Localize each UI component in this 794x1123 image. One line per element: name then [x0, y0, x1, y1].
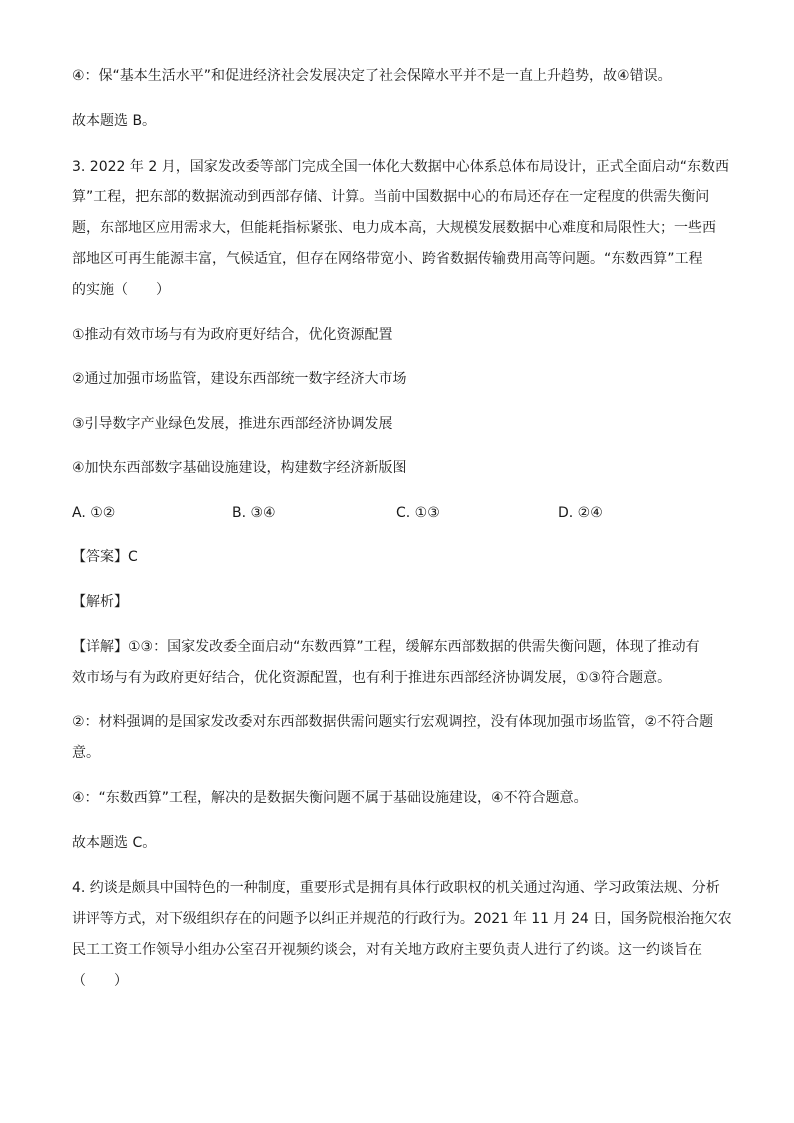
question-3-stem: 3. 2022 年 2 月，国家发改委等部门完成全国一体化大数据中心体系总体布局设计，正式全面启动“东数西: [72, 159, 729, 175]
explanation-line: 效市场与有为政府更好结合，优化资源配置，也有利于推进东西部经济协调发展，①③符合题意。: [72, 670, 672, 686]
statement-4: ④加快东西部数字基础设施建设，构建数字经济新版图: [72, 460, 407, 476]
statement-1: ①推动有效市场与有为政府更好结合，优化资源配置: [72, 327, 393, 343]
option-d: D. ②④: [558, 505, 603, 521]
question-4-stem: 讲评等方式，对下级组织存在的问题予以纠正并规范的行政行为。2021 年 11 月 24 日，国务院根治拖欠农: [72, 911, 732, 927]
option-a: A. ①②: [72, 505, 116, 521]
option-b: B. ③④: [232, 505, 276, 521]
explanation-line: 意。: [72, 745, 100, 761]
question-4-stem: 4. 约谈是颇具中国特色的一种制度，重要形式是拥有具体行政职权的机关通过沟通、学习政策法规、分析: [72, 880, 720, 896]
question-3-stem: 部地区可再生能源丰富，气候适宜，但存在网络带宽小、跨省数据传输费用高等问题。“东数西算”工程: [72, 251, 703, 267]
question-4-stem: （ ）: [72, 973, 128, 989]
statement-2: ②通过加强市场监管，建设东西部统一数字经济大市场: [72, 371, 407, 387]
question-3-stem: 的实施（ ）: [72, 282, 170, 298]
text-line: 故本题选 B。: [72, 113, 157, 129]
explanation-line: ②：材料强调的是国家发改委对东西部数据供需问题实行宏观调控，没有体现加强市场监管，②不符合题: [72, 714, 714, 730]
analysis-label: 【解析】: [72, 594, 128, 610]
explanation-line: 【详解】①③：国家发改委全面启动“东数西算”工程，缓解东西部数据的供需失衡问题，体现了推动有: [72, 639, 700, 655]
question-4-stem: 民工工资工作领导小组办公室召开视频约谈会，对有关地方政府主要负责人进行了约谈。这一约谈旨在: [72, 942, 702, 958]
explanation-line: ④：“东数西算”工程，解决的是数据失衡问题不属于基础设施建设，④不符合题意。: [72, 790, 588, 806]
text-line: 故本题选 C。: [72, 835, 157, 851]
option-c: C. ①③: [396, 505, 440, 521]
statement-3: ③引导数字产业绿色发展，推进东西部经济协调发展: [72, 416, 393, 432]
question-3-stem: 题，东部地区应用需求大，但能耗指标紧张、电力成本高，大规模发展数据中心难度和局限性大；一些西: [72, 220, 716, 236]
answer-label: 【答案】C: [72, 549, 138, 565]
question-3-stem: 算”工程，把东部的数据流动到西部存储、计算。当前中国数据中心的布局还存在一定程度的供需失衡问: [72, 189, 710, 205]
text-line: ④：保“基本生活水平”和促进经济社会发展决定了社会保障水平并不是一直上升趋势，故④错误。: [72, 68, 672, 84]
